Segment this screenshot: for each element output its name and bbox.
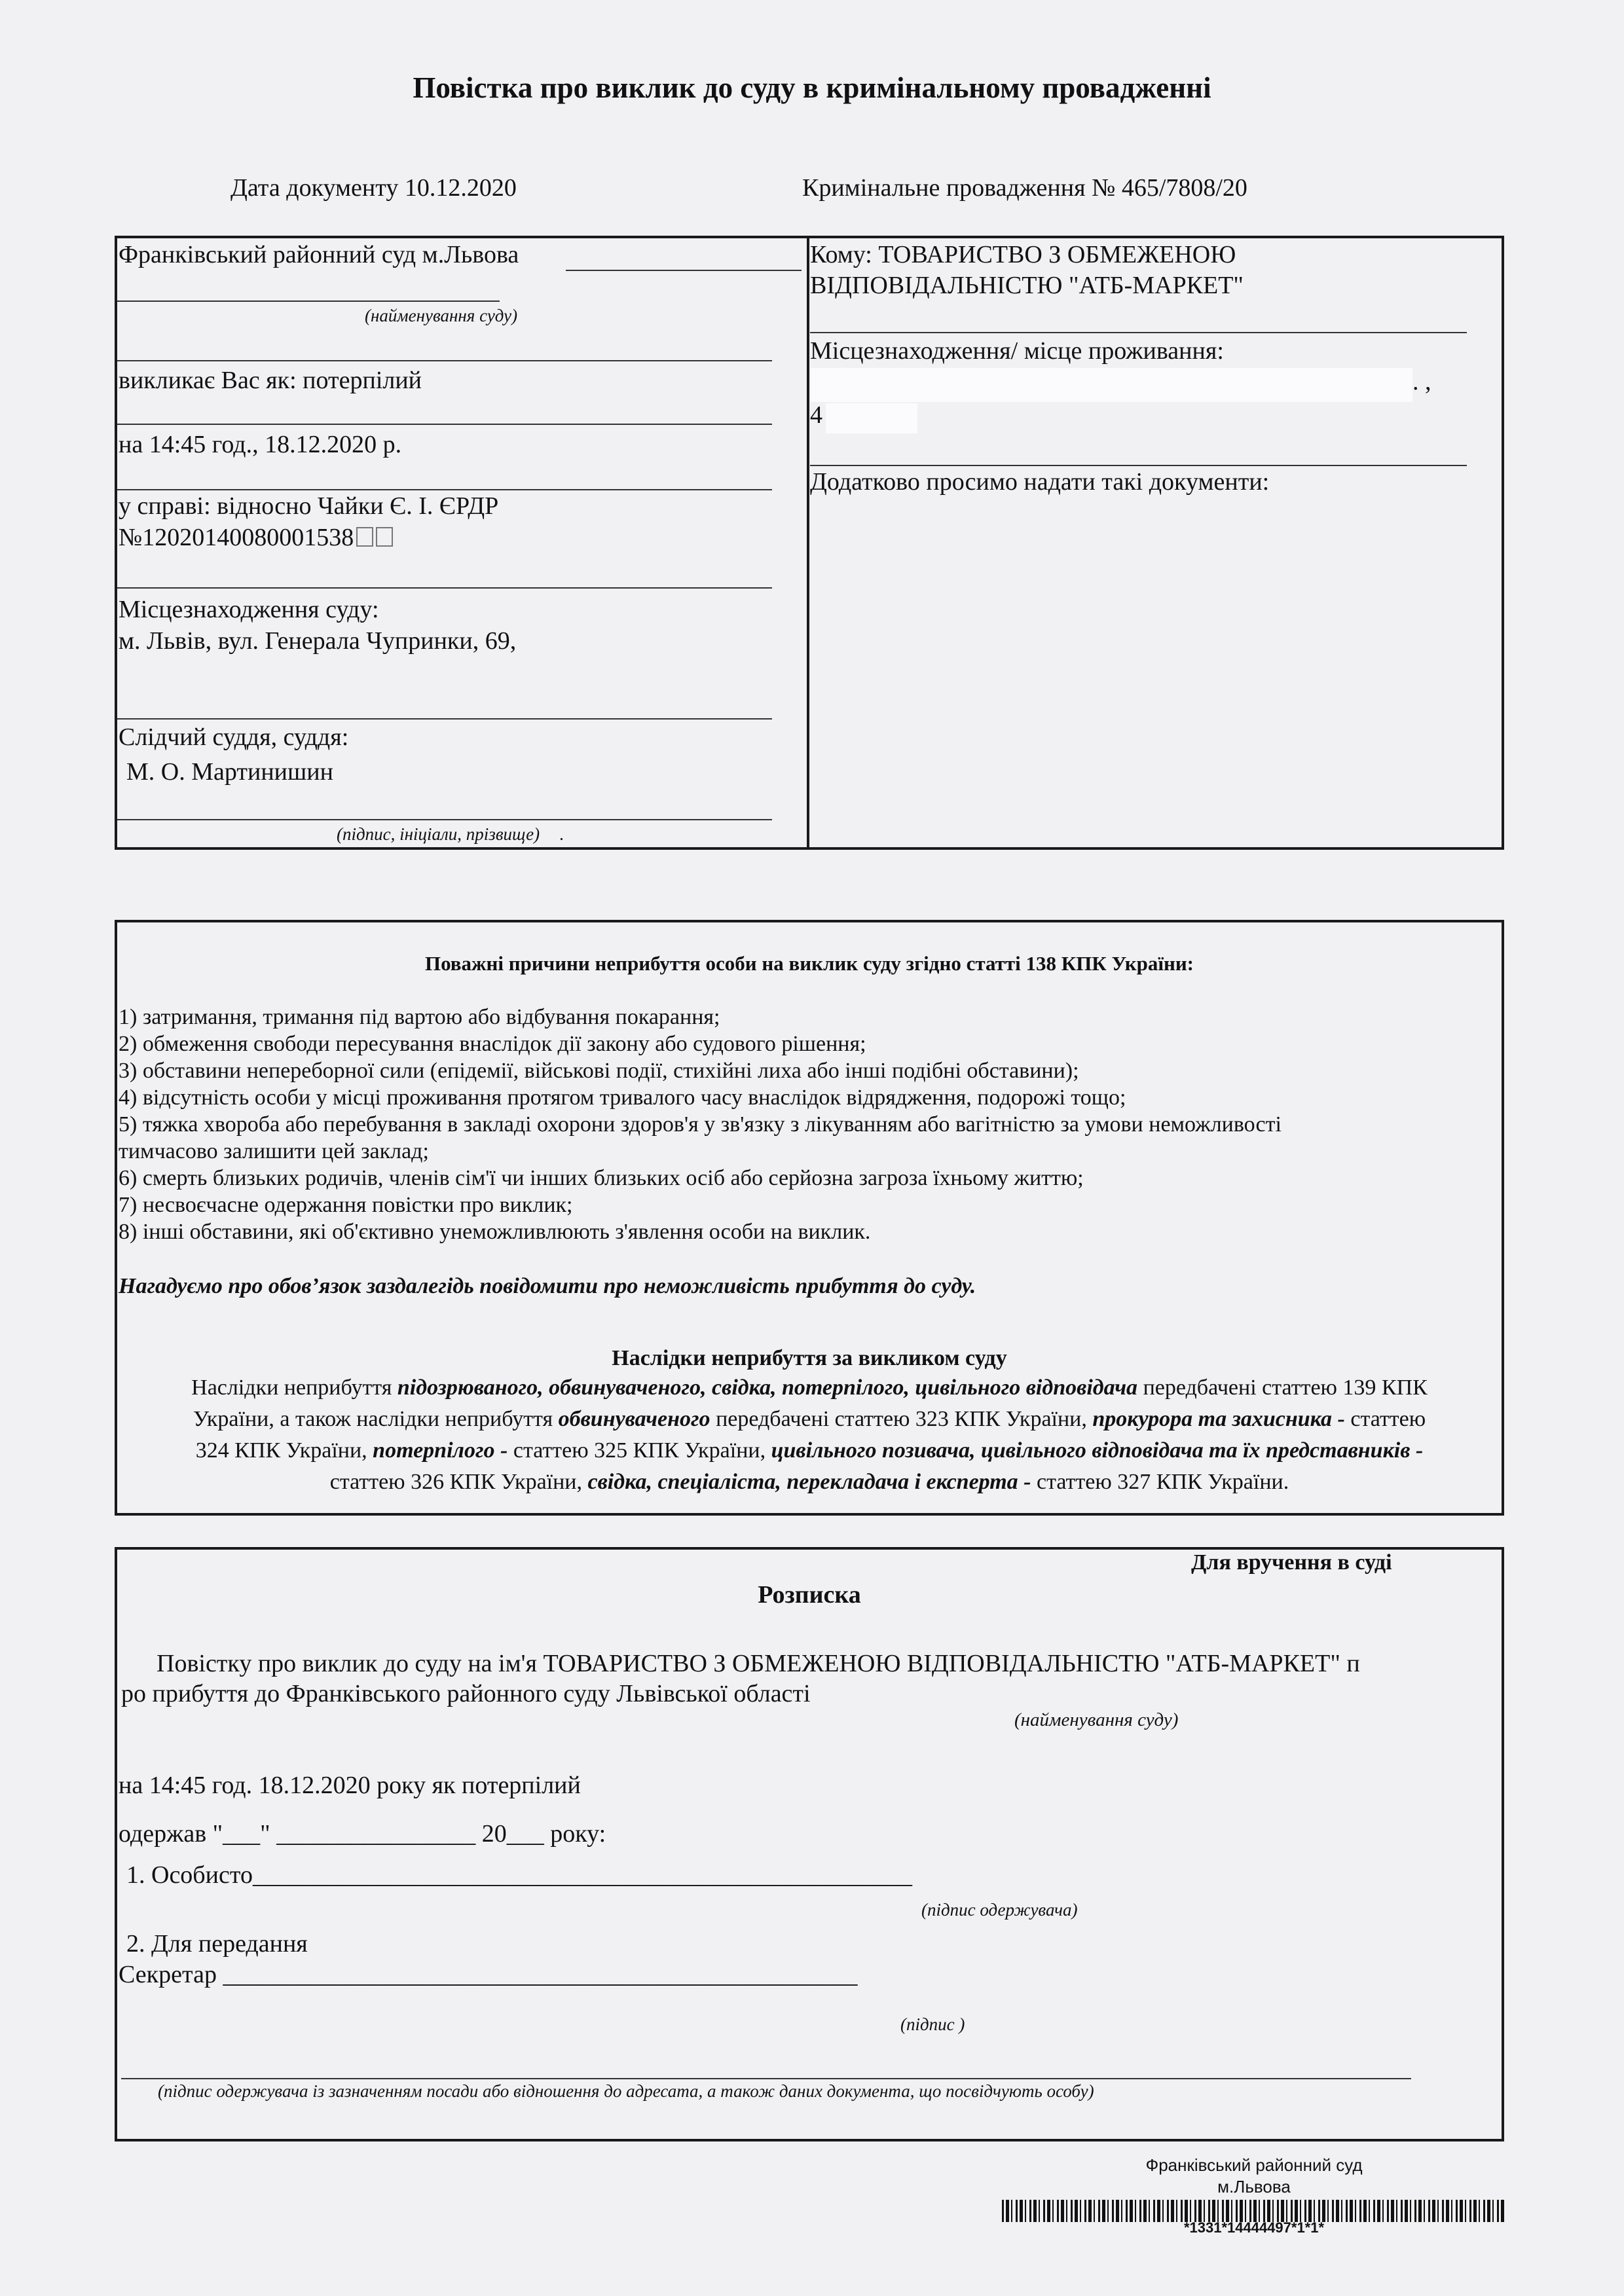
recipient-line-2: ВІДПОВІДАЛЬНІСТЮ "АТБ-МАРКЕТ" (810, 272, 1244, 299)
for-court-label: Для вручення в суді (1191, 1550, 1392, 1575)
transfer-label: 2. Для передання (126, 1930, 308, 1958)
separator (117, 718, 772, 720)
court-underline-2 (117, 301, 500, 302)
receipt-box (115, 1547, 1504, 2141)
consequences-heading: Наслідки неприбуття за викликом суду (612, 1346, 1007, 1370)
receipt-heading: Розписка (758, 1581, 861, 1609)
missing-glyph-box (376, 527, 393, 547)
reason-item: 1) затримання, тримання під вартою або відбування покарання; (119, 1005, 720, 1029)
text-run-emphasis: прокурора та захисника - (1092, 1407, 1345, 1431)
redaction-block (826, 403, 917, 433)
receipt-line: Повістку про виклик до суду на ім'я ТОВАРИСТВО З ОБМЕЖЕНОЮ ВІДПОВІДАЛЬНІСТЮ "АТБ-МАРКЕТ" п (157, 1650, 1360, 1677)
personally-signature-line: 1. Особисто_____________________________________________________ (126, 1861, 912, 1889)
address-label: Місцезнаходження/ місце проживання: (810, 337, 1224, 365)
court-caption: (найменування суду) (1014, 1709, 1179, 1730)
separator (117, 819, 772, 820)
signature-caption: (підпис, ініціали, прізвище) . (337, 824, 564, 844)
recipient-line-1: Кому: ТОВАРИСТВО З ОБМЕЖЕНОЮ (810, 241, 1236, 268)
reminder-text: Нагадуємо про обов’язок заздалегідь повідомити про неможливість прибуття до суду. (119, 1274, 976, 1298)
redaction-block (810, 368, 1412, 402)
missing-glyph-box (356, 527, 373, 547)
reason-item: 7) несвоєчасне одержання повістки про виклик; (119, 1193, 573, 1217)
text-run-emphasis: підозрюваного, обвинуваченого, свідка, потерпілого, цивільного відповідача (397, 1376, 1138, 1400)
document-date: Дата документу 10.12.2020 (231, 174, 517, 202)
reason-item: 6) смерть близьких родичів, членів сім'ї чи інших близьких осіб або серйозна загроза їхньому життю; (119, 1166, 1084, 1190)
secretary-line: Секретар ___________________________________________________ (119, 1961, 858, 1988)
column-divider (807, 238, 809, 847)
text-run: статтею 325 КПК України, (507, 1438, 771, 1463)
reason-item-continued: тимчасово залишити цей заклад; (119, 1139, 429, 1163)
separator (117, 489, 772, 490)
separator (810, 332, 1467, 333)
separator (117, 587, 772, 589)
court-caption: (найменування суду) (365, 306, 518, 325)
consequences-line (117, 1374, 1502, 1401)
footer-caption: (підпис одержувача із зазначенням посади або відношення до адресата, а також даних документа, що посвідчують особу) (158, 2081, 1094, 2101)
case-number: Кримінальне провадження № 465/7808/20 (802, 174, 1247, 202)
text-run: статтею (1344, 1407, 1426, 1431)
summons-role: викликає Вас як: потерпілий (119, 367, 422, 394)
text-run-emphasis: потерпілого - (373, 1438, 508, 1463)
page-title: Повістка про виклик до суду в кримінальному провадженні (413, 71, 1211, 104)
footer-court-line: Франківський районний суд (1145, 2155, 1363, 2175)
court-name: Франківський районний суд м.Львова (119, 241, 519, 268)
judge-name: М. О. Мартинишин (126, 758, 333, 786)
text-run-emphasis: обвинуваченого (558, 1407, 710, 1431)
consequences-line (117, 1468, 1502, 1495)
reason-item: 4) відсутність особи у місці проживання протягом тривалого часу внаслідок відрядження, подорожі тощо; (119, 1085, 1126, 1110)
consequences-line (117, 1406, 1502, 1432)
separator (117, 424, 772, 425)
summons-datetime: на 14:45 год., 18.12.2020 р. (119, 431, 402, 458)
erdr-number-text: №12020140080001538 (119, 524, 354, 551)
judge-label: Слідчий суддя, суддя: (119, 723, 349, 751)
location-value: м. Львів, вул. Генерала Чупринки, 69, (119, 627, 517, 655)
erdr-number (119, 523, 393, 553)
extra-documents-label: Додатково просимо надати такі документи: (810, 468, 1270, 496)
received-date-line: одержав "___" ________________ 20___ року: (119, 1820, 606, 1848)
location-label: Місцезнаходження суду: (119, 596, 379, 623)
summons-box (115, 236, 1504, 850)
footer-court-city: м.Львова (1217, 2177, 1291, 2196)
text-run: України, а також наслідки неприбуття (193, 1407, 559, 1431)
reason-item: 8) інші обставини, які об'єктивно унеможливлюють з'явлення особи на виклик. (119, 1220, 871, 1244)
signature-caption: (підпис ) (900, 2014, 965, 2034)
text-run: статтею 327 КПК України. (1031, 1470, 1289, 1494)
address-tail: . , (1412, 368, 1431, 395)
reasons-box (115, 920, 1504, 1516)
barcode (1002, 2200, 1506, 2222)
reason-item: 5) тяжка хвороба або перебування в закладі охорони здоров'я у зв'язку з лікуванням або вагітністю за умови неможливості (119, 1112, 1282, 1137)
separator (810, 465, 1467, 466)
text-run: Наслідки неприбуття (191, 1376, 397, 1400)
reason-item: 3) обставини непереборної сили (епідемії, військові події, стихійні лиха або інші подібні обставини); (119, 1059, 1079, 1083)
consequences-line (117, 1437, 1502, 1464)
receipt-line: ро прибуття до Франківського районного суду Львівської області (121, 1680, 811, 1707)
separator (121, 2078, 1411, 2079)
text-run: передбачені статтею 139 КПК (1137, 1376, 1428, 1400)
receipt-datetime: на 14:45 год. 18.12.2020 року як потерпілий (119, 1772, 581, 1799)
text-run: статтею 326 КПК України, (329, 1470, 588, 1494)
barcode-text: *1331*14444497*1*1* (1183, 2219, 1325, 2236)
separator (117, 360, 772, 361)
recipient-caption: (підпис одержувача) (921, 1900, 1078, 1920)
reason-item: 2) обмеження свободи пересування внаслідок дії закону або судового рішення; (119, 1032, 866, 1056)
text-run-emphasis: цивільного позивача, цивільного відповідача та їх представників - (771, 1438, 1424, 1463)
case-subject: у справі: відносно Чайки Є. І. ЄРДР (119, 492, 499, 520)
text-run-emphasis: свідка, спеціаліста, перекладача і експерта - (587, 1470, 1031, 1494)
reasons-heading: Поважні причини неприбуття особи на виклик суду згідно статті 138 КПК України: (424, 952, 1194, 975)
court-underline (566, 270, 802, 271)
text-run: 324 КПК України, (195, 1438, 373, 1463)
postcode-digit: 4 (810, 401, 822, 429)
signature-caption-text: (підпис, ініціали, прізвище) (337, 824, 540, 844)
text-run: передбачені статтею 323 КПК України, (710, 1407, 1093, 1431)
